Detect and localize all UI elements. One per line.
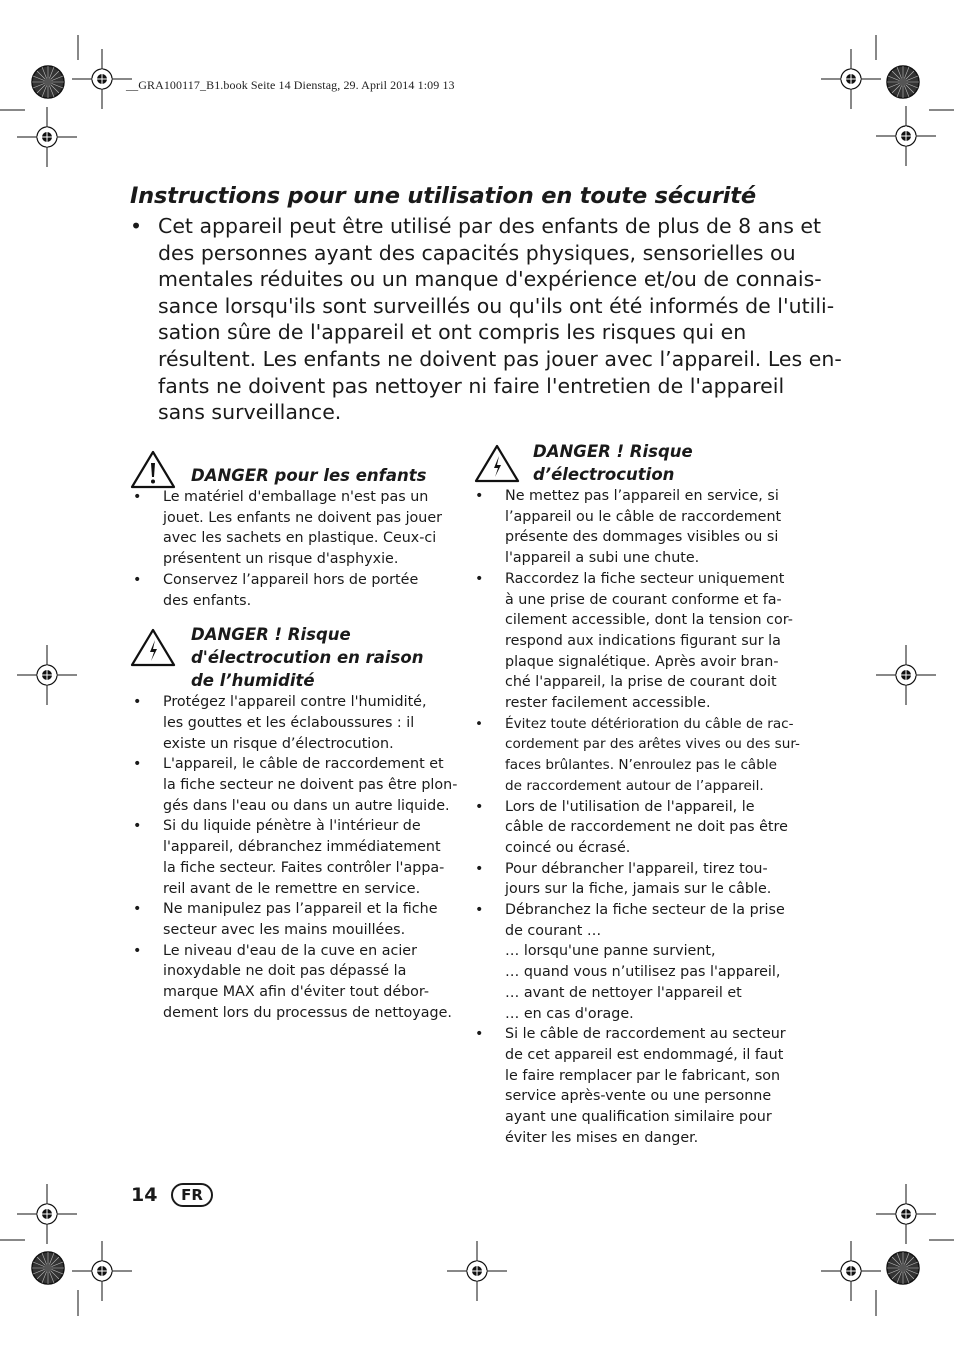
electric-shock-warning-icon bbox=[474, 443, 520, 483]
text-line: de raccordement autour de l’appareil. bbox=[505, 777, 764, 794]
danger-humidity-section bbox=[130, 623, 460, 1023]
text-line: Lors de l'utilisation de l'appareil, le bbox=[505, 798, 755, 815]
text-line: des enfants. bbox=[163, 592, 252, 609]
text-line: sans surveillance. bbox=[158, 400, 342, 425]
bullet: • bbox=[475, 715, 484, 732]
text-line: … avant de nettoyer l'appareil et bbox=[505, 984, 742, 1001]
list-item bbox=[130, 899, 460, 940]
text-line: rester facilement accessible. bbox=[505, 695, 711, 712]
file-info-line: __GRA100117_B1.book Seite 14 Dienstag, 29. April 2014 1:09 13 bbox=[126, 78, 455, 92]
bullet: • bbox=[133, 571, 142, 588]
text-line: cilement accessible, dont la tension cor- bbox=[505, 612, 793, 629]
text-line: marque MAX afin d'éviter tout débor- bbox=[163, 984, 430, 1001]
bullet: • bbox=[133, 756, 142, 773]
list-item bbox=[130, 570, 460, 611]
text-line: présentent un risque d'asphyxie. bbox=[163, 551, 399, 568]
title-line: DANGER pour les enfants bbox=[191, 466, 427, 485]
text-line: sation sûre de l'appareil et ont compris les risques qui en bbox=[158, 320, 747, 345]
bullet: • bbox=[130, 214, 143, 238]
title-line: de l’humidité bbox=[191, 671, 315, 691]
page-title: Instructions pour une utilisation en toute sécurité bbox=[130, 183, 756, 209]
text-line: mentales réduites ou un manque d'expérience et/ou de connais- bbox=[158, 267, 822, 292]
list-item bbox=[472, 714, 802, 797]
text-line: Si du liquide pénètre à l'intérieur de bbox=[163, 818, 421, 835]
list-item bbox=[130, 754, 460, 816]
bullet: • bbox=[133, 489, 142, 505]
right-column bbox=[472, 440, 802, 1149]
text-line: la fiche secteur ne doivent pas être plon- bbox=[163, 777, 458, 794]
bullet: • bbox=[475, 1026, 484, 1043]
text-line: ché l'appareil, la prise de courant doit bbox=[505, 674, 777, 691]
text-line: résultent. Les enfants ne doivent pas jouer avec l’appareil. Les en- bbox=[158, 346, 842, 371]
bullet: • bbox=[475, 860, 484, 877]
bullet: • bbox=[133, 942, 142, 959]
text-line: de courant … bbox=[505, 922, 602, 939]
text-line: dement lors du processus de nettoyage. bbox=[163, 1004, 452, 1021]
text-line: inoxydable ne doit pas dépassé la bbox=[163, 963, 407, 980]
text-line: présente des dommages visibles ou si bbox=[505, 529, 779, 546]
text-line: Cet appareil peut être utilisé par des enfants de plus de 8 ans et bbox=[158, 214, 822, 238]
language-badge: FR bbox=[171, 1183, 213, 1207]
text-line: Le matériel d'emballage n'est pas un bbox=[163, 489, 429, 505]
text-line: Évitez toute détérioration du câble de rac- bbox=[505, 715, 794, 732]
text-line: jours sur la fiche, jamais sur le câble. bbox=[505, 881, 772, 898]
text-line: Raccordez la fiche secteur uniquement bbox=[505, 570, 785, 587]
text-line: L'appareil, le câble de raccordement et bbox=[163, 756, 444, 773]
text-line: Le niveau d'eau de la cuve en acier bbox=[163, 942, 417, 959]
text-line: ayant une qualification similaire pour bbox=[505, 1109, 772, 1126]
text-line: Pour débrancher l'appareil, tirez tou- bbox=[505, 860, 768, 877]
list-item bbox=[472, 859, 802, 900]
list-item bbox=[472, 569, 802, 714]
text-line: Débranchez la fiche secteur de la prise bbox=[505, 902, 785, 919]
page-number: 14 bbox=[131, 1184, 158, 1206]
text-line: les gouttes et les éclaboussures : il bbox=[163, 714, 415, 731]
text-line: Si le câble de raccordement au secteur bbox=[505, 1026, 786, 1043]
danger-title bbox=[191, 464, 460, 487]
text-line: Ne mettez pas l’appareil en service, si bbox=[505, 488, 779, 504]
text-line: Conservez l’appareil hors de portée bbox=[163, 571, 419, 588]
text-line: Protégez l'appareil contre l'humidité, bbox=[163, 694, 427, 711]
text-line: secteur avec les mains mouillées. bbox=[163, 921, 406, 938]
text-line: à une prise de courant conforme et fa- bbox=[505, 591, 782, 608]
bullet: • bbox=[475, 570, 484, 587]
bullet: • bbox=[133, 694, 142, 711]
text-line: la fiche secteur. Faites contrôler l'appa- bbox=[163, 859, 445, 876]
title-line: d’électrocution bbox=[533, 465, 675, 484]
text-line: gés dans l'eau ou dans un autre liquide. bbox=[163, 797, 450, 814]
text-line: le faire remplacer par le fabricant, son bbox=[505, 1067, 781, 1084]
text-line: Ne manipulez pas l’appareil et la fiche bbox=[163, 901, 438, 918]
text-line: existe un risque d’électrocution. bbox=[163, 735, 394, 752]
list-item bbox=[472, 797, 802, 859]
bullet: • bbox=[133, 818, 142, 835]
intro-text bbox=[158, 213, 842, 426]
list-item bbox=[130, 941, 460, 1024]
text-line: l'appareil, débranchez immédiatement bbox=[163, 839, 441, 856]
danger-list bbox=[130, 692, 460, 1023]
text-line: câble de raccordement ne doit pas être bbox=[505, 819, 788, 836]
bullet: • bbox=[475, 902, 484, 919]
text-line: … en cas d'orage. bbox=[505, 1005, 634, 1022]
text-line: plaque signalétique. Après avoir bran- bbox=[505, 653, 779, 670]
warning-triangle-icon bbox=[130, 449, 176, 489]
text-line: sance lorsqu'ils sont surveillés ou qu'ils ont été informés de l'utili- bbox=[158, 293, 835, 318]
bullet: • bbox=[133, 901, 142, 918]
text-line: cordement par des arêtes vives ou des sur- bbox=[505, 736, 800, 753]
list-item bbox=[472, 900, 802, 1024]
list-item bbox=[130, 816, 460, 899]
danger-title bbox=[533, 440, 802, 486]
text-line: … lorsqu'une panne survient, bbox=[505, 943, 716, 960]
bullet: • bbox=[475, 798, 484, 815]
text-line: éviter les mises en danger. bbox=[505, 1129, 699, 1146]
list-item bbox=[130, 487, 460, 570]
danger-list bbox=[130, 487, 460, 611]
text-line: faces brûlantes. N’enroulez pas le câble bbox=[505, 757, 778, 774]
left-column bbox=[130, 449, 460, 1023]
danger-children-section bbox=[130, 449, 460, 611]
title-line: DANGER ! Risque bbox=[533, 442, 693, 461]
electric-shock-warning-icon bbox=[130, 627, 176, 667]
text-line: avec les sachets en plastique. Ceux-ci bbox=[163, 530, 437, 547]
text-line: de cet appareil est endommagé, il faut bbox=[505, 1046, 784, 1063]
bullet: • bbox=[475, 488, 484, 504]
text-line: l'appareil a subi une chute. bbox=[505, 550, 700, 567]
text-line: coincé ou écrasé. bbox=[505, 839, 631, 856]
danger-title bbox=[191, 623, 460, 692]
list-item bbox=[472, 486, 802, 569]
text-line: fants ne doivent pas nettoyer ni faire l'entretien de l'appareil bbox=[158, 373, 785, 398]
danger-electrocution-section bbox=[472, 440, 802, 1149]
title-line: d'électrocution en raison bbox=[191, 648, 424, 668]
text-line: reil avant de le remettre en service. bbox=[163, 880, 421, 897]
text-line: jouet. Les enfants ne doivent pas jouer bbox=[163, 509, 443, 526]
text-line: respond aux indications figurant sur la bbox=[505, 632, 781, 649]
title-line: DANGER ! Risque bbox=[191, 625, 351, 645]
text-line: des personnes ayant des capacités physiques, sensorielles ou bbox=[158, 240, 796, 265]
text-line: … quand vous n’utilisez pas l'appareil, bbox=[505, 964, 781, 981]
danger-list bbox=[472, 486, 802, 1149]
text-line: l’appareil ou le câble de raccordement bbox=[505, 508, 782, 525]
list-item bbox=[472, 1024, 802, 1148]
text-line: service après-vente ou une personne bbox=[505, 1088, 772, 1105]
list-item bbox=[130, 692, 460, 754]
